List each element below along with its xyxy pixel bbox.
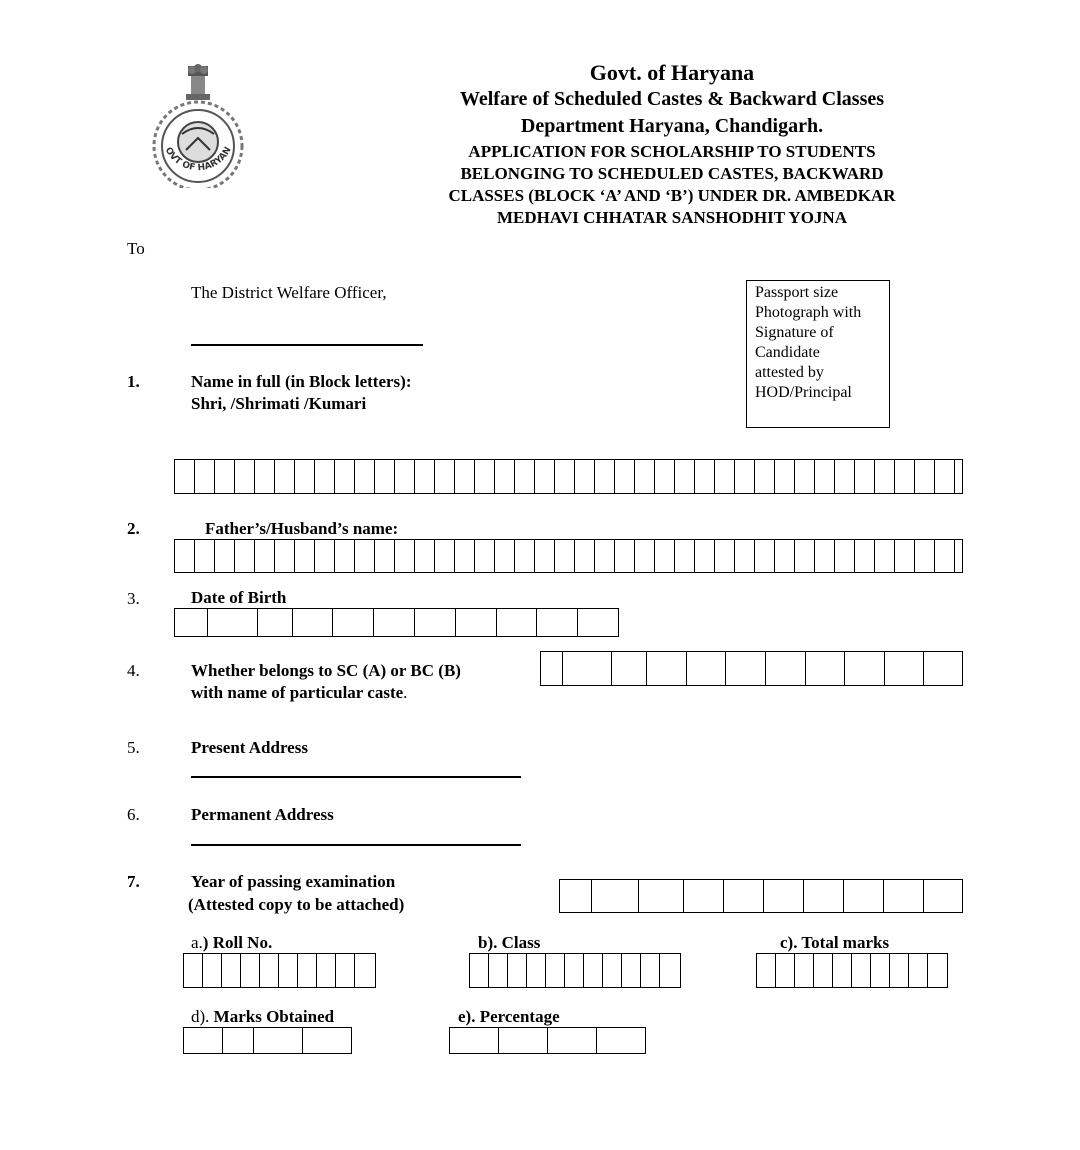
q6-label: Permanent Address — [191, 805, 334, 824]
to-label: To — [127, 239, 145, 258]
district-blank-line[interactable] — [191, 344, 423, 346]
q1-number: 1. — [127, 372, 140, 391]
q1-label: Name in full (in Block letters): — [191, 372, 412, 391]
dob-input-boxes[interactable] — [174, 608, 619, 637]
passport-photo-box[interactable] — [746, 280, 890, 428]
marks-obtained-label: Marks Obtained — [209, 1007, 335, 1026]
officer-label: The District Welfare Officer, — [191, 283, 387, 302]
q4-sublabel: with name of particular caste — [191, 683, 404, 702]
marks-obtained-prefix: d). — [191, 1007, 210, 1026]
photo-text-line: Candidate — [755, 344, 820, 361]
roll-no-label: ) Roll No. — [202, 933, 273, 952]
percentage-input-boxes[interactable] — [449, 1027, 646, 1054]
total-marks-input-boxes[interactable] — [756, 953, 948, 988]
year-input-boxes[interactable] — [559, 879, 963, 913]
photo-text-line: Photograph with — [755, 304, 862, 321]
q3-label: Date of Birth — [191, 588, 287, 607]
photo-text-line: Passport size — [755, 284, 839, 301]
q3-number: 3. — [127, 589, 140, 608]
q7-label: Year of passing examination — [191, 872, 396, 891]
q1-sublabel: Shri, /Shrimati /Kumari — [191, 394, 367, 413]
photo-text-line: HOD/Principal — [755, 384, 852, 401]
roll-no-input-boxes[interactable] — [183, 953, 376, 988]
header-app-line2: BELONGING TO SCHEDULED CASTES, BACKWARD — [460, 164, 884, 183]
class-label: b). Class — [478, 933, 541, 952]
q5-number: 5. — [127, 738, 140, 757]
photo-text-line: Signature of — [755, 324, 834, 341]
svg-text:GOVT OF HARYANA: OVT OF HARYAN — [162, 145, 234, 174]
q2-label: Father’s/Husband’s name: — [205, 519, 399, 538]
header-dept-line1: Welfare of Scheduled Castes & Backward Classes — [459, 88, 885, 110]
q4-number: 4. — [127, 661, 140, 680]
percentage-label: e). Percentage — [458, 1007, 560, 1026]
q6-number: 6. — [127, 805, 140, 824]
father-name-input-boxes[interactable] — [174, 539, 963, 573]
q7-sublabel: (Attested copy to be attached) — [188, 895, 405, 914]
name-input-boxes[interactable] — [174, 459, 963, 494]
q7-number: 7. — [127, 872, 140, 891]
roll-no-prefix: a. — [191, 933, 203, 952]
header-app-line3: CLASSES (BLOCK ‘A’ AND ‘B’) UNDER DR. AMBEDKAR — [448, 186, 896, 205]
q2-number: 2. — [127, 519, 140, 538]
q4-sublabel-period: . — [403, 683, 408, 702]
header-app-line1: APPLICATION FOR SCHOLARSHIP TO STUDENTS — [468, 142, 876, 161]
marks-obtained-input-boxes[interactable] — [183, 1027, 352, 1054]
permanent-address-line[interactable] — [191, 844, 521, 846]
header-dept-line2: Department Haryana, Chandigarh. — [520, 115, 824, 137]
total-marks-label: c). Total marks — [780, 933, 890, 952]
header-app-line4: MEDHAVI CHHATAR SANSHODHIT YOJNA — [497, 208, 847, 227]
q5-label: Present Address — [191, 738, 308, 757]
class-input-boxes[interactable] — [469, 953, 681, 988]
haryana-emblem — [136, 64, 260, 188]
caste-input-boxes[interactable] — [540, 651, 963, 686]
present-address-line[interactable] — [191, 776, 521, 778]
header-govt: Govt. of Haryana — [589, 60, 755, 85]
photo-text-line: attested by — [755, 364, 824, 381]
q4-label: Whether belongs to SC (A) or BC (B) — [191, 661, 461, 680]
